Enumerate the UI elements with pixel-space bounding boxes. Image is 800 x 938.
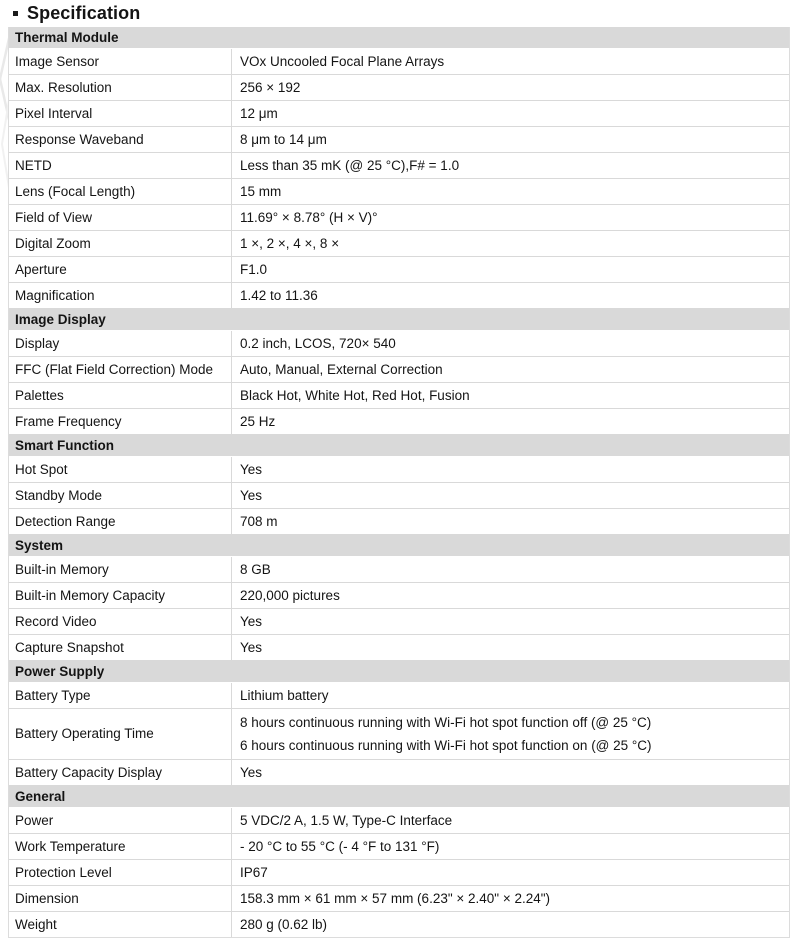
spec-value: 256 × 192: [231, 75, 789, 100]
spec-label: Work Temperature: [15, 838, 126, 854]
spec-value: Yes: [231, 483, 789, 508]
table-row: [9, 709, 789, 760]
spec-value: 12 μm: [231, 101, 789, 126]
table-row: [9, 231, 789, 257]
spec-value: Lithium battery: [231, 683, 789, 708]
spec-value: VOx Uncooled Focal Plane Arrays: [231, 49, 789, 74]
spec-value: 158.3 mm × 61 mm × 57 mm (6.23" × 2.40" × 2.24"): [231, 886, 789, 911]
table-row: [9, 331, 789, 357]
table-row: [9, 483, 789, 509]
spec-label: Battery Capacity Display: [15, 764, 163, 780]
section-header-power-supply: Power Supply: [9, 661, 789, 683]
table-row: [9, 205, 789, 231]
spec-value: - 20 °C to 55 °C (- 4 °F to 131 °F): [231, 834, 789, 859]
spec-value: 280 g (0.62 lb): [231, 912, 789, 937]
section-header-thermal-module: Thermal Module: [9, 27, 789, 49]
spec-value: 0.2 inch, LCOS, 720× 540: [231, 331, 789, 356]
spec-label: Image Sensor: [15, 53, 100, 69]
spec-label: Hot Spot: [15, 461, 68, 477]
table-row: [9, 886, 789, 912]
spec-value: 220,000 pictures: [231, 583, 789, 608]
section-header-image-display: Image Display: [9, 309, 789, 331]
spec-value: 15 mm: [231, 179, 789, 204]
spec-value: Yes: [231, 635, 789, 660]
section-header-system: System: [9, 535, 789, 557]
table-row: [9, 760, 789, 786]
bullet-icon: [13, 11, 18, 16]
table-row: [9, 583, 789, 609]
spec-label: Aperture: [15, 261, 67, 277]
spec-label: Capture Snapshot: [15, 639, 124, 655]
table-row: [9, 834, 789, 860]
table-row: [9, 179, 789, 205]
spec-value: Auto, Manual, External Correction: [231, 357, 789, 382]
table-row: [9, 912, 789, 937]
spec-label: Protection Level: [15, 864, 112, 880]
spec-label: Display: [15, 335, 60, 351]
spec-value: 708 m: [231, 509, 789, 534]
table-row: [9, 609, 789, 635]
table-row: [9, 409, 789, 435]
table-row: [9, 683, 789, 709]
spec-value: IP67: [231, 860, 789, 885]
spec-label: Digital Zoom: [15, 235, 91, 251]
table-row: [9, 383, 789, 409]
spec-label: Weight: [15, 916, 57, 932]
table-row: [9, 257, 789, 283]
table-row: [9, 860, 789, 886]
section-header-general: General: [9, 786, 789, 808]
spec-value-line: 8 hours continuous running with Wi-Fi hot spot function off (@ 25 °C): [240, 714, 652, 730]
spec-value: 1 ×, 2 ×, 4 ×, 8 ×: [231, 231, 789, 256]
spec-label: Record Video: [15, 613, 97, 629]
spec-value: 11.69° × 8.78° (H × V)°: [231, 205, 789, 230]
table-row: [9, 635, 789, 661]
table-row: [9, 49, 789, 75]
spec-label: Lens (Focal Length): [15, 183, 136, 199]
spec-label: Power: [15, 812, 54, 828]
spec-label: Battery Type: [15, 687, 91, 703]
table-row: [9, 457, 789, 483]
spec-label: Built-in Memory Capacity: [15, 587, 166, 603]
table-row: [9, 101, 789, 127]
table-row: [9, 808, 789, 834]
spec-value: Yes: [231, 609, 789, 634]
table-row: [9, 509, 789, 535]
section-header-smart-function: Smart Function: [9, 435, 789, 457]
table-row: [9, 75, 789, 101]
table-row: [9, 357, 789, 383]
page-title-text: Specification: [27, 3, 141, 23]
table-row: [9, 283, 789, 309]
spec-label: Magnification: [15, 287, 95, 303]
spec-value: Yes: [231, 457, 789, 482]
spec-value-line: 6 hours continuous running with Wi-Fi hot spot function on (@ 25 °C): [240, 737, 652, 753]
spec-value: 8 μm to 14 μm: [231, 127, 789, 152]
page-title: [0, 0, 800, 27]
spec-label: Pixel Interval: [15, 105, 93, 121]
spec-label: Palettes: [15, 387, 64, 403]
spec-label: Field of View: [15, 209, 93, 225]
spec-label: Battery Operating Time: [15, 726, 154, 741]
spec-label: Frame Frequency: [15, 413, 122, 429]
spec-value: 8 GB: [231, 557, 789, 582]
spec-value: Yes: [231, 760, 789, 785]
spec-label: Built-in Memory: [15, 561, 109, 577]
spec-value: 25 Hz: [231, 409, 789, 434]
spec-label: Response Waveband: [15, 131, 144, 147]
spec-label: Detection Range: [15, 513, 116, 529]
spec-value: Black Hot, White Hot, Red Hot, Fusion: [231, 383, 789, 408]
table-row: [9, 127, 789, 153]
spec-value: 1.42 to 11.36: [231, 283, 789, 308]
spec-label: NETD: [15, 157, 52, 173]
spec-value: [231, 709, 789, 759]
table-row: [9, 557, 789, 583]
table-row: [9, 153, 789, 179]
spec-value: Less than 35 mK (@ 25 °C),F# = 1.0: [231, 153, 789, 178]
spec-label: FFC (Flat Field Correction) Mode: [15, 361, 214, 377]
specification-table: [8, 27, 790, 938]
spec-label: Max. Resolution: [15, 79, 112, 95]
spec-value: 5 VDC/2 A, 1.5 W, Type-C Interface: [231, 808, 789, 833]
spec-value: F1.0: [231, 257, 789, 282]
spec-label: Standby Mode: [15, 487, 103, 503]
spec-label: Dimension: [15, 890, 79, 906]
